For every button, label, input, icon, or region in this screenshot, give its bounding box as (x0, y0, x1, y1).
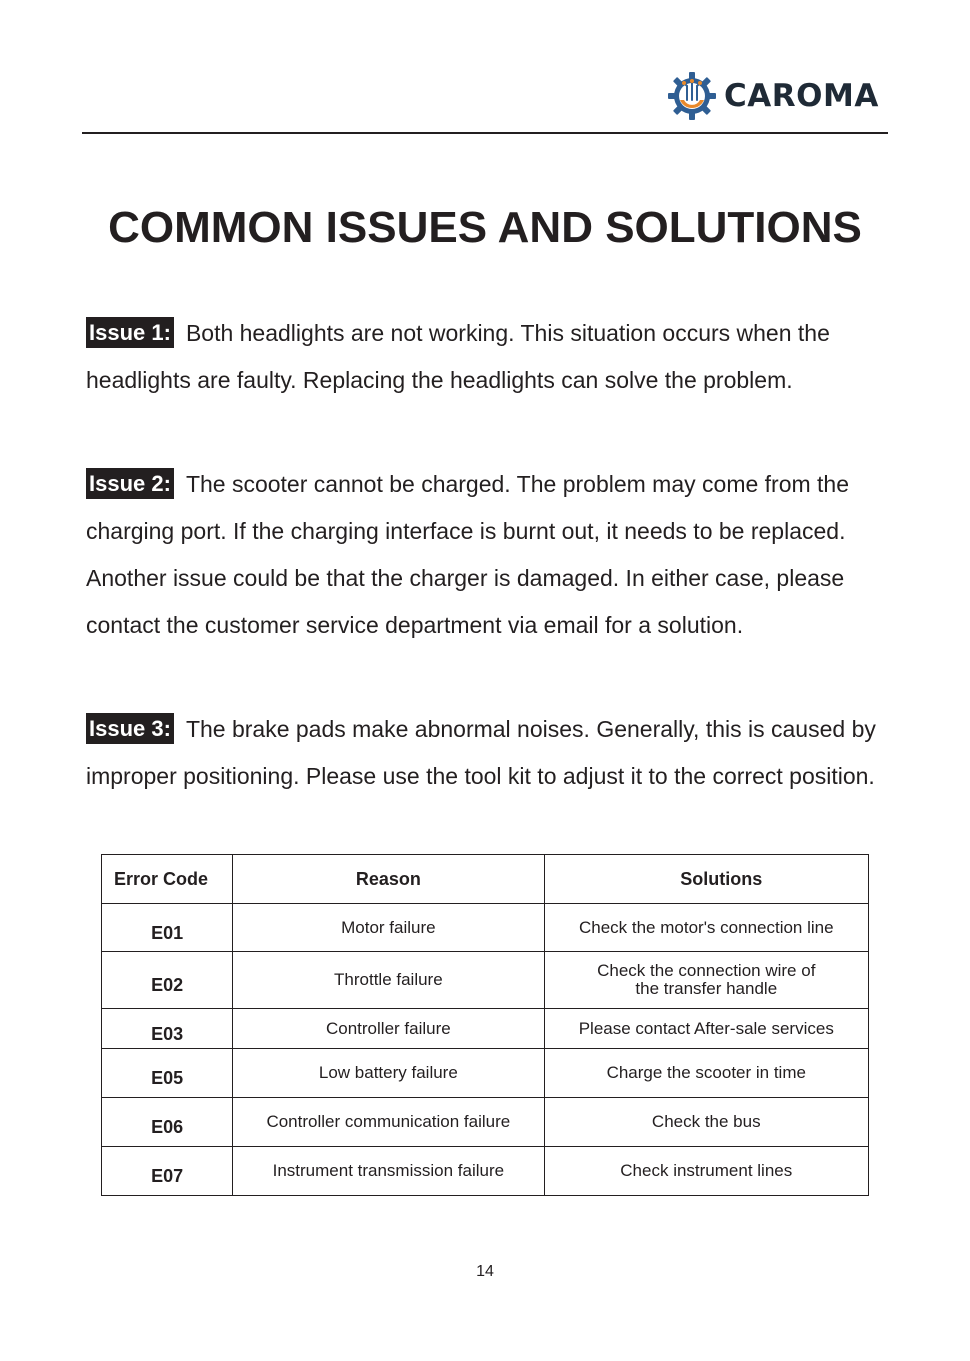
header-solutions: Solutions (544, 855, 868, 904)
header-error-code: Error Code (102, 855, 233, 904)
solution-cell: Charge the scooter in time (544, 1049, 868, 1098)
error-code-cell: E01 (102, 904, 233, 952)
error-code-table (101, 854, 869, 1196)
error-code-cell: E05 (102, 1049, 233, 1098)
issue-1-text: Both headlights are not working. This situation occurs when the headlights are faulty. Replacing the headlights can solve the problem. (86, 320, 830, 393)
solution-cell: Check the connection wire of the transfer handle (544, 952, 868, 1009)
issue-2 (86, 461, 886, 649)
solution-cell: Check the motor's connection line (544, 904, 868, 952)
issue-1 (86, 310, 886, 404)
table-header-row (102, 855, 869, 904)
table-row (102, 1009, 869, 1049)
solution-cell: Check the bus (544, 1098, 868, 1147)
reason-cell: Throttle failure (233, 952, 544, 1009)
reason-cell: Motor failure (233, 904, 544, 952)
issue-3 (86, 706, 886, 800)
solution-cell: Check instrument lines (544, 1147, 868, 1196)
header-reason: Reason (233, 855, 544, 904)
page-title: COMMON ISSUES AND SOLUTIONS (108, 203, 862, 252)
table-row (102, 1147, 869, 1196)
reason-cell: Controller communication failure (233, 1098, 544, 1147)
table-row (102, 952, 869, 1009)
issue-2-text: The scooter cannot be charged. The problem may come from the charging port. If the charging interface is burnt out, it needs to be replaced. Another issue could be that the charger is damaged. In either case, please contact the customer service department via email for a solution. (86, 471, 850, 638)
issue-2-badge: Issue 2: (86, 468, 174, 499)
issue-3-badge: Issue 3: (86, 713, 174, 744)
brand-name: CAROMA (724, 78, 879, 114)
reason-cell: Low battery failure (233, 1049, 544, 1098)
table-row (102, 1049, 869, 1098)
error-code-cell: E06 (102, 1098, 233, 1147)
error-code-cell: E07 (102, 1147, 233, 1196)
error-code-cell: E02 (102, 952, 233, 1009)
reason-cell: Controller failure (233, 1009, 544, 1049)
gear-circuit-icon (666, 70, 718, 122)
header-divider (82, 132, 888, 134)
issue-1-badge: Issue 1: (86, 317, 174, 348)
reason-cell: Instrument transmission failure (233, 1147, 544, 1196)
table-row (102, 1098, 869, 1147)
error-code-cell: E03 (102, 1009, 233, 1049)
issue-3-text: The brake pads make abnormal noises. Generally, this is caused by improper positioning. Please use the tool kit to adjust it to the correct position. (86, 716, 876, 789)
solution-cell: Please contact After-sale services (544, 1009, 868, 1049)
brand-logo (666, 70, 879, 122)
page-number: 14 (476, 1263, 494, 1280)
table-row (102, 904, 869, 952)
